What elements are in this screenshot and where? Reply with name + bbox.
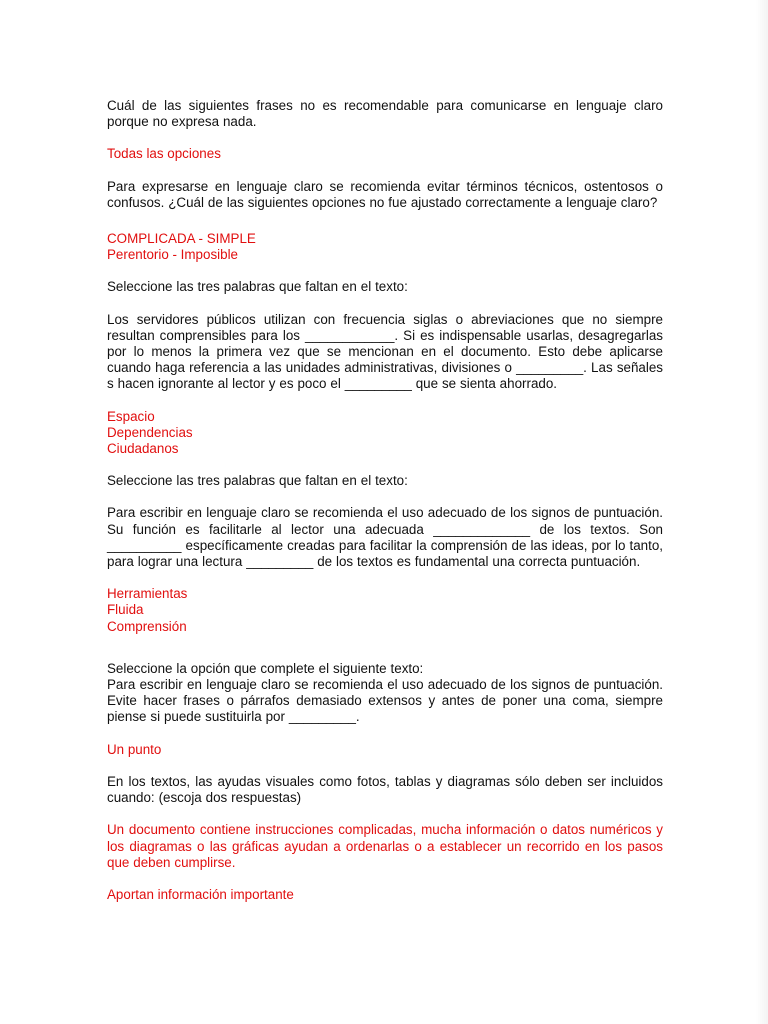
answer-3-1: Espacio <box>107 408 155 424</box>
answers-3 <box>107 409 663 458</box>
question-5: Seleccione la opción que complete el siguiente texto: <box>107 660 424 676</box>
passage-3: Los servidores públicos utilizan con frecuencia siglas o abreviaciones que no siempre resultan comprensibles para los ____________. Si es indispensable usarlas, desagregarlas por lo menos la primera vez que se mencionan en el documento. Esto debe aplicarse cuando haga referencia a las unidades administrativas, divisiones o _________. Las señales s hacen ignorante al lector y es poco el _________ que se sienta ahorrado. <box>107 311 663 392</box>
answer-6-2: Aportan información importante <box>107 886 294 902</box>
answers-4 <box>107 586 663 635</box>
question-4: Seleccione las tres palabras que faltan en el texto: <box>107 473 408 489</box>
passage-5: Para escribir en lenguaje claro se recomienda el uso adecuado de los signos de puntuación. Evite hacer frases o párrafos demasiado extensos y antes de poner una coma, siempre piense si puede sustituirla por _________. <box>107 677 663 725</box>
answer-5-1: Un punto <box>107 741 162 757</box>
answer-4-3: Comprensión <box>107 618 187 634</box>
answer-4-1: Herramientas <box>107 586 188 602</box>
question-2: Para expresarse en lenguaje claro se recomienda evitar términos técnicos, ostentosos o confusos. ¿Cuál de las siguientes opciones no fue ajustado correctamente a lenguaje claro? <box>107 178 663 210</box>
answer-3-2: Dependencias <box>107 424 193 440</box>
document-content <box>107 98 663 903</box>
answer-3-3: Ciudadanos <box>107 441 179 457</box>
answer-6-1: Un documento contiene instrucciones complicadas, mucha información o datos numéricos y los diagramas o las gráficas ayudan a ordenarlas o a establecer un recorrido en los pasos que deben cumplirse. <box>107 822 663 870</box>
passage-4: Para escribir en lenguaje claro se recomienda el uso adecuado de los signos de puntuación. Su función es facilitarle al lector una adecuada _____________ de los textos. Son __________ específicamente creadas para facilitar la comprensión de las ideas, por lo tanto, para lograr una lectura _________ de los textos es fundamental una correcta puntuación. <box>107 505 663 570</box>
question-6: En los textos, las ayudas visuales como fotos, tablas y diagramas sólo deben ser incluidos cuando: (escoja dos respuestas) <box>107 773 663 806</box>
answers-2 <box>107 231 663 263</box>
page-edge-shadow <box>756 0 768 1024</box>
answer-2-2: Perentorio - Imposible <box>107 247 238 263</box>
answer-4-2: Fluida <box>107 602 144 618</box>
answer-1-1: Todas las opciones <box>107 146 221 162</box>
question-1: Cuál de las siguientes frases no es recomendable para comunicarse en lenguaje claro porque no expresa nada. <box>107 98 663 130</box>
answer-2-1: COMPLICADA - SIMPLE <box>107 231 256 247</box>
question-3: Seleccione las tres palabras que faltan en el texto: <box>107 279 408 295</box>
